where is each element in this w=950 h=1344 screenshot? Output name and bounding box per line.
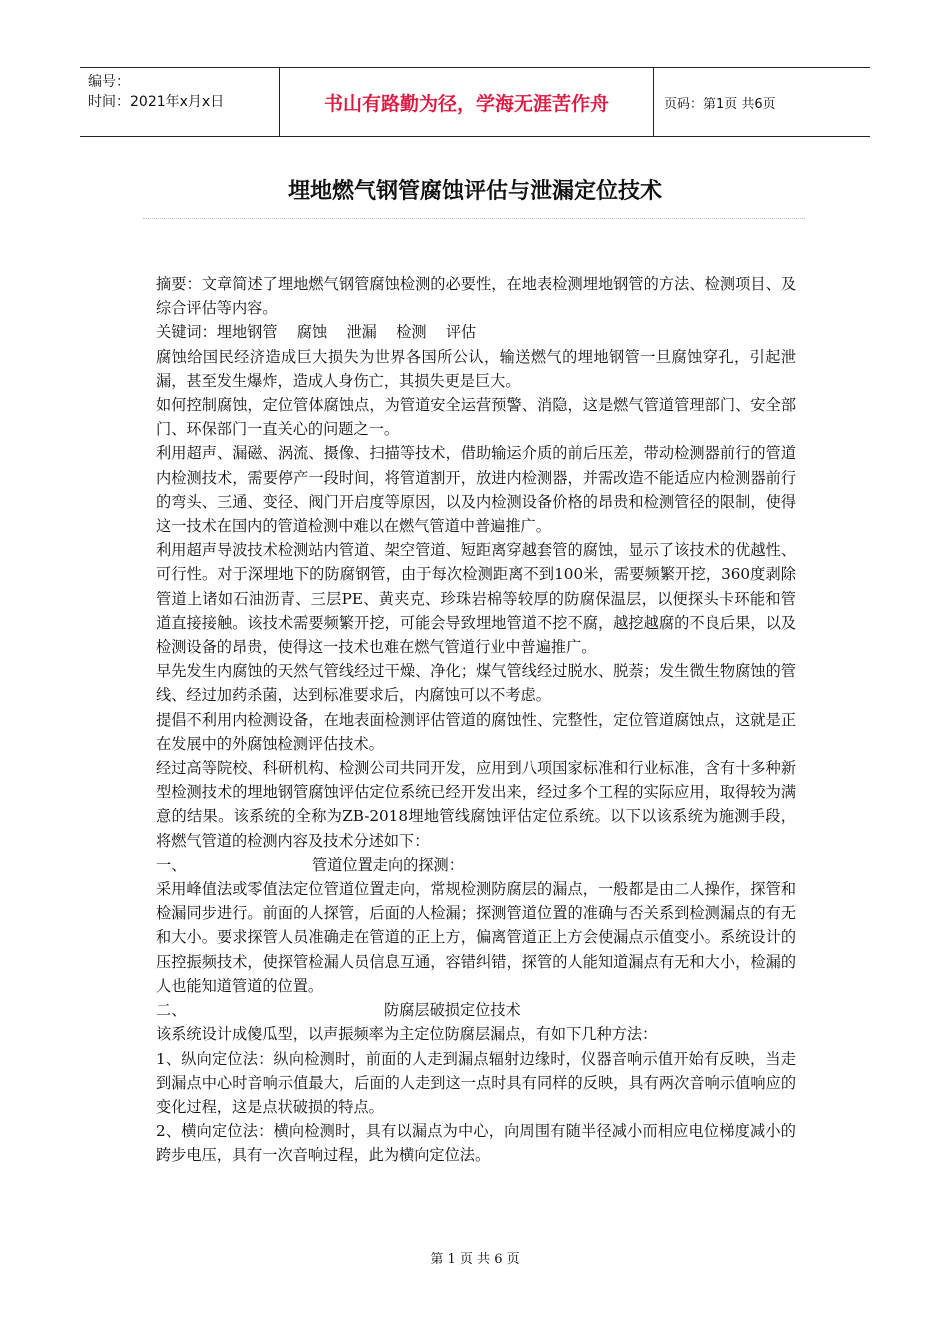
body-paragraph: 利用超声导波技术检测站内管道、架空管道、短距离穿越套管的腐蚀，显示了该技术的优越性、可行性。对于深埋地下的防腐钢管，由于每次检测距离不到100米，需要频繁开挖，360度剥除管道上诸如石油沥青、三层PE、黄夹克、珍珠岩棉等较厚的防腐保温层，以便探头卡环能和管道直接接触。该技术需要频繁开挖，可能会导致埋地管道不挖不腐，越挖越腐的不良后果，以及检测设备的昂贵，使得这一技术也难在燃气管道行业中普遍推广。 — [156, 541, 796, 657]
section-heading-2 — [156, 998, 796, 1022]
body-paragraph: 采用峰值法或零值法定位管道位置走向，常规检测防腐层的漏点，一般都是由二人操作，探管和检漏同步进行。前面的人探管，后面的人检漏；探测管道位置的准确与否关系到检测漏点的有无和大小。要求探管人员准确走在管道的正上方，偏离管道正上方会使漏点示值变小。系统设计的压控振频技术，使探管检漏人员信息互通，容错纠错，探管的人能知道漏点有无和大小，检漏的人也能知道管道的位置。 — [156, 880, 796, 995]
page-footer: 第 1 页 共 6 页 — [430, 1252, 520, 1267]
body-paragraph: 腐蚀给国民经济造成巨大损失为世界各国所公认，输送燃气的埋地钢管一旦腐蚀穿孔，引起泄漏，甚至发生爆炸，造成人身伤亡，其损失更是巨大。 — [156, 347, 796, 390]
section-heading-text: 防腐层破损定位技术 — [384, 1001, 521, 1020]
section-heading-1 — [156, 853, 796, 877]
header-meta — [80, 68, 280, 136]
header-page-info: 页码：第1页 共6页 — [664, 96, 776, 112]
section-number: 一、 — [156, 855, 187, 874]
keywords-line: 关键词：埋地钢管 腐蚀 泄漏 检测 评估 — [156, 323, 477, 342]
body-paragraph: 2、横向定位法：横向检测时，具有以漏点为中心，向周围有随半径减小而相应电位梯度减小的跨步电压，具有一次音响过程，此为横向定位法。 — [156, 1122, 796, 1165]
body-paragraph: 提倡不利用内检测设备，在地表面检测评估管道的腐蚀性、完整性，定位管道腐蚀点，这就是正在发展中的外腐蚀检测评估技术。 — [156, 710, 796, 753]
document-body — [156, 272, 796, 1168]
body-paragraph: 早先发生内腐蚀的天然气管线经过干燥、净化；煤气管线经过脱水、脱萘；发生微生物腐蚀的管线、经过加药杀菌，达到标准要求后，内腐蚀可以不考虑。 — [156, 662, 796, 705]
body-paragraph: 如何控制腐蚀，定位管体腐蚀点，为管道安全运营预警、消隐，这是燃气管道管理部门、安全部门、环保部门一直关心的问题之一。 — [156, 396, 796, 439]
body-paragraph: 经过高等院校、科研机构、检测公司共同开发，应用到八项国家标准和行业标准，含有十多种新型检测技术的埋地钢管腐蚀评估定位系统已经开发出来，经过多个工程的实际应用，取得较为满意的结果。该系统的全称为ZB-2018埋地管线腐蚀评估定位系统。以下以该系统为施测手段，将燃气管道的检测内容及技术分述如下： — [156, 759, 796, 850]
header-motto: 书山有路勤为径，学海无涯苦作舟 — [280, 68, 654, 136]
section-heading-text: 管道位置走向的探测： — [312, 855, 464, 874]
section-number: 二、 — [156, 1001, 187, 1020]
document-title: 埋地燃气钢管腐蚀评估与泄漏定位技术 — [287, 179, 662, 204]
body-paragraph: 1、纵向定位法：纵向检测时，前面的人走到漏点辐射边缘时，仪器音响示值开始有反映，当走到漏点中心时音响示值最大，后面的人走到这一点时具有同样的反映，具有两次音响示值响应的变化过程，这是点状破损的特点。 — [156, 1049, 796, 1116]
abstract-paragraph: 摘要：文章简述了埋地燃气钢管腐蚀检测的必要性，在地表检测埋地钢管的方法、检测项目、及综合评估等内容。 — [156, 275, 796, 318]
page-header — [80, 67, 870, 137]
body-paragraph: 该系统设计成傻瓜型，以声振频率为主定位防腐层漏点，有如下几种方法： — [156, 1025, 658, 1044]
doc-number-label: 编号： — [88, 74, 130, 90]
body-paragraph: 利用超声、漏磁、涡流、摄像、扫描等技术，借助输运介质的前后压差，带动检测器前行的管道内检测技术，需要停产一段时间，将管道割开，放进内检测器，并需改造不能适应内检测器前行的弯头、三通、变径、阀门开启度等原因，以及内检测设备价格的昂贵和检测管径的限制，使得这一技术在国内的管道检测中难以在燃气管道中普遍推广。 — [156, 444, 796, 536]
title-divider — [143, 218, 805, 219]
date-label: 时间：2021年x月x日 — [88, 94, 225, 110]
